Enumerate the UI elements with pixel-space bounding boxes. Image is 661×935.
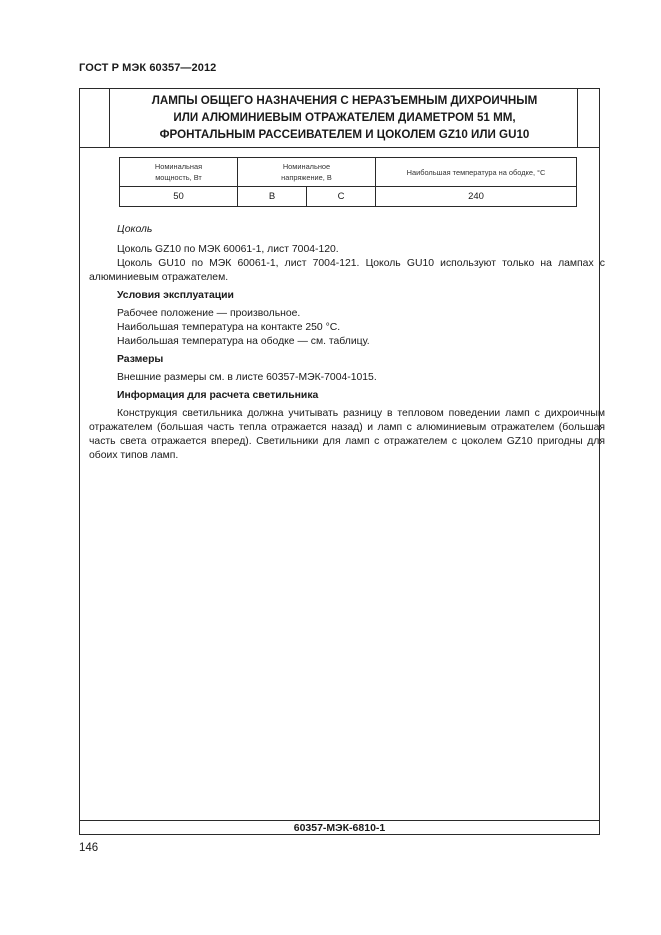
operating-line-1: Рабочее положение — произвольное. [117, 308, 301, 319]
luminaire-paragraph: Конструкция светильника должна учитывать разницу в тепловом поведении ламп с дихроичным отражателем (большая часть тепла отражается назад) и ламп с алюминиевым отражателем (большая часть света отражается вперед). Светильники для ламп с отражателем с цоколем GZ10 пригодны для обоих типов ламп. [89, 408, 605, 461]
cap-paragraph-2: Цоколь GU10 по МЭК 60061-1, лист 7004-121. Цоколь GU10 используют только на лампах с алюминиевым отражателем. [89, 258, 605, 283]
operating-heading: Условия эксплуатации [117, 290, 234, 301]
title-divider [80, 147, 599, 148]
title-line-2: ИЛИ АЛЮМИНИЕВЫМ ОТРАЖАТЕЛЕМ ДИАМЕТРОМ 51 ММ, [173, 111, 516, 124]
ratings-table [119, 157, 577, 207]
header-power: Номинальная мощность, Вт [120, 158, 238, 187]
cell-voltage-b: В [238, 187, 307, 207]
title-line-1: ЛАМПЫ ОБЩЕГО НАЗНАЧЕНИЯ С НЕРАЗЪЕМНЫМ ДИХРОИЧНЫМ [151, 94, 538, 107]
table-header-row [120, 158, 577, 187]
sheet-title [110, 92, 579, 143]
dimensions-heading: Размеры [117, 354, 164, 365]
cell-temperature: 240 [376, 187, 577, 207]
cap-paragraph-1: Цоколь GZ10 по МЭК 60061-1, лист 7004-120. [117, 244, 339, 255]
header-temperature: Наибольшая температура на ободке, °С [376, 158, 577, 187]
sheet-frame [79, 88, 605, 835]
operating-line-2: Наибольшая температура на контакте 250 °С. [117, 322, 341, 333]
dimensions-paragraph: Внешние размеры см. в листе 60357-МЭК-7004-1015. [117, 372, 377, 383]
sheet-code: 60357-МЭК-6810-1 [293, 822, 386, 834]
page-number: 146 [79, 842, 99, 854]
standard-code: ГОСТ Р МЭК 60357—2012 [79, 62, 217, 74]
luminaire-heading: Информация для расчета светильника [117, 390, 319, 401]
table-row [120, 187, 577, 207]
footer-divider [79, 820, 600, 821]
sheet-body [89, 223, 605, 463]
header-voltage: Номинальное напряжение, В [238, 158, 376, 187]
title-left-cell [80, 89, 110, 148]
cap-heading: Цоколь [117, 224, 153, 235]
title-right-cell [577, 89, 599, 148]
title-line-3: ФРОНТАЛЬНЫМ РАССЕИВАТЕЛЕМ И ЦОКОЛЕМ GZ10 ИЛИ GU10 [159, 128, 530, 141]
operating-line-3: Наибольшая температура на ободке — см. таблицу. [117, 336, 370, 347]
cell-voltage-c: С [307, 187, 376, 207]
cell-power: 50 [120, 187, 238, 207]
